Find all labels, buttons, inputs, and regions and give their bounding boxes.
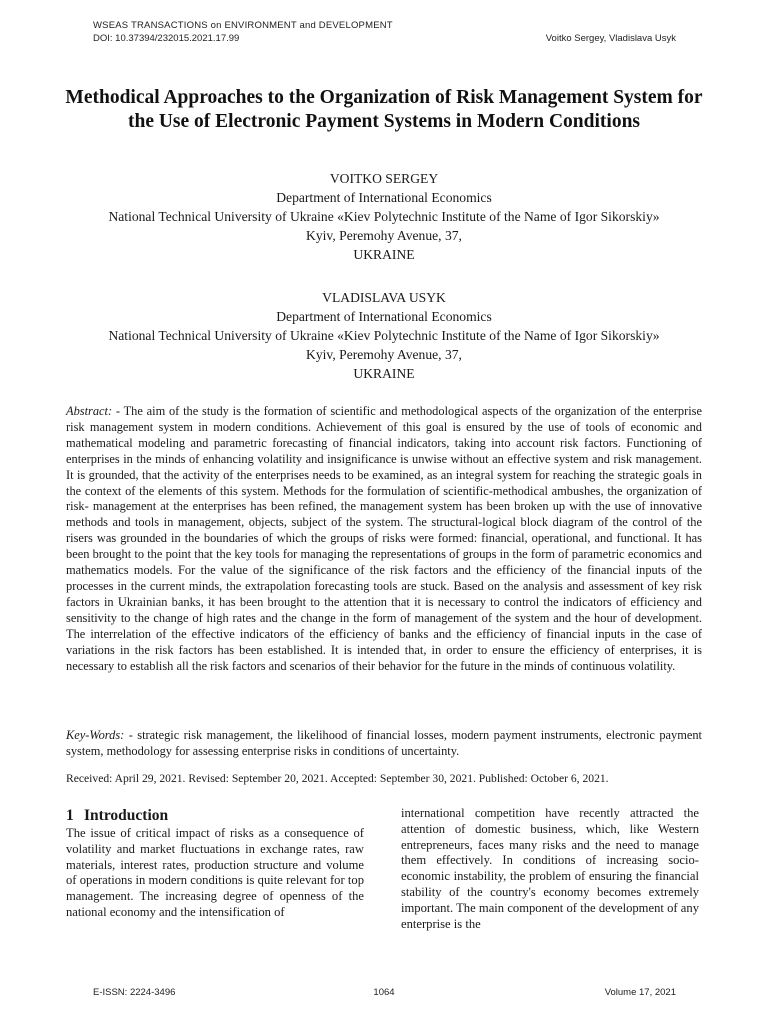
intro-left-column xyxy=(66,806,364,921)
author-name: VOITKO SERGEY xyxy=(329,171,439,186)
paper-title: Methodical Approaches to the Organization of Risk Management System for the Use of Electronic Payment Systems in Modern Conditions xyxy=(65,87,703,132)
author-country: UKRAINE xyxy=(353,366,415,381)
journal-name: WSEAS TRANSACTIONS on ENVIRONMENT and DEVELOPMENT xyxy=(93,20,393,31)
keywords xyxy=(66,728,702,760)
keywords-label: Key-Words: xyxy=(66,728,125,742)
author-university: National Technical University of Ukraine «Kiev Polytechnic Institute of the Name of Igor Sikorskiy» xyxy=(108,328,660,343)
intro-right-text: international competition have recently attracted the attention of domestic business, which, like Western entrepreneurs, faces many risks and the need to manage them effectively. In conditions of increasing socio-economic instability, the problem of ensuring the financial stability of the country's economy becomes extremely important. The main component of the development of any enterprise is the xyxy=(401,806,699,931)
author-country: UKRAINE xyxy=(353,247,415,262)
header-authors: Voitko Sergey, Vladislava Usyk xyxy=(545,33,676,44)
received-dates: Received: April 29, 2021. Revised: September 20, 2021. Accepted: September 30, 2021. Published: October 6, 2021. xyxy=(66,772,609,785)
author-department: Department of International Economics xyxy=(276,309,492,324)
author-block-2 xyxy=(40,288,728,383)
footer-volume: Volume 17, 2021 xyxy=(604,987,676,998)
footer-page-number: 1064 xyxy=(373,987,395,998)
intro-right-column xyxy=(401,806,699,932)
abstract xyxy=(66,404,702,674)
author-address: Kyiv, Peremohy Avenue, 37, xyxy=(306,347,462,362)
author-address: Kyiv, Peremohy Avenue, 37, xyxy=(306,228,462,243)
abstract-label: Abstract: xyxy=(66,404,113,418)
author-department: Department of International Economics xyxy=(276,190,492,205)
section-number: 1 xyxy=(66,807,74,824)
abstract-text: - The aim of the study is the formation of scientific and methodological aspects of the organization of the enterprise risk management system in modern conditions. Achievement of this goal is ensured by the use of tools of economic and mathematical modeling and parametric forecasting of financial indicators, taking into account risk factors. Functioning of enterprises in the minds of enhancing volatility and insignificance is unwise without an effective system and risk management. It is grounded, that the activity of the enterprises needs to be examined, as an integral system for reaching the strategic goals in the context of the elements of this system. Methods for the formulation of scientific-methodical ambushes, the organization of risk- management at the enterprises has been refined, the management system has been broken up with the use of innovative methods and tools in management, objects, subject of the system. The structural-logical block diagram of the control of the risers was grounded in the boundaries of which the groups of risks were formed: financial, operational, and functional. It has been brought to the point that the key tools for managing the representations of groups in the form of parametric economics and mathematics models. For the value of the significance of the risk factors and the efficiency of the financial inputs of the processes in the current minds, the extrapolation forecasting tools are stuck. Based on the analysis and assessment of key risk factors in Ukrainian banks, it has been brought to the attention that it is necessary to control the indicators of efficiency and sensitivity to the change of high rates and the change in the form of management of the system and the hour of development. The interrelation of the effective indicators of the efficiency of banks and the efficiency of financial inputs in the case of variations in the risk factors has been established. It is intended that, in order to ensure the efficiency of enterprises, it is necessary to establish all the risk factors and scenarios of their behavior for the future in the minds of continuous volatility. xyxy=(66,404,702,673)
intro-left-text: The issue of critical impact of risks as a consequence of volatility and market fluctuations in exchange rates, raw materials, interest rates, production structure and volume of operations in modern conditions is quite relevant for top management. The increasing degree of openness of the national economy and the intensification of xyxy=(66,826,364,919)
section-heading xyxy=(66,806,364,825)
author-name: VLADISLAVA USYK xyxy=(322,290,446,305)
author-block-1 xyxy=(40,169,728,264)
section-title: Introduction xyxy=(84,807,169,824)
footer-issn: E-ISSN: 2224-3496 xyxy=(93,987,176,998)
doi: DOI: 10.37394/232015.2021.17.99 xyxy=(93,33,240,44)
author-university: National Technical University of Ukraine «Kiev Polytechnic Institute of the Name of Igor Sikorskiy» xyxy=(108,209,660,224)
keywords-text: - strategic risk management, the likelihood of financial losses, modern payment instruments, electronic payment system, methodology for assessing enterprise risks in conditions of uncertainty. xyxy=(66,728,702,758)
